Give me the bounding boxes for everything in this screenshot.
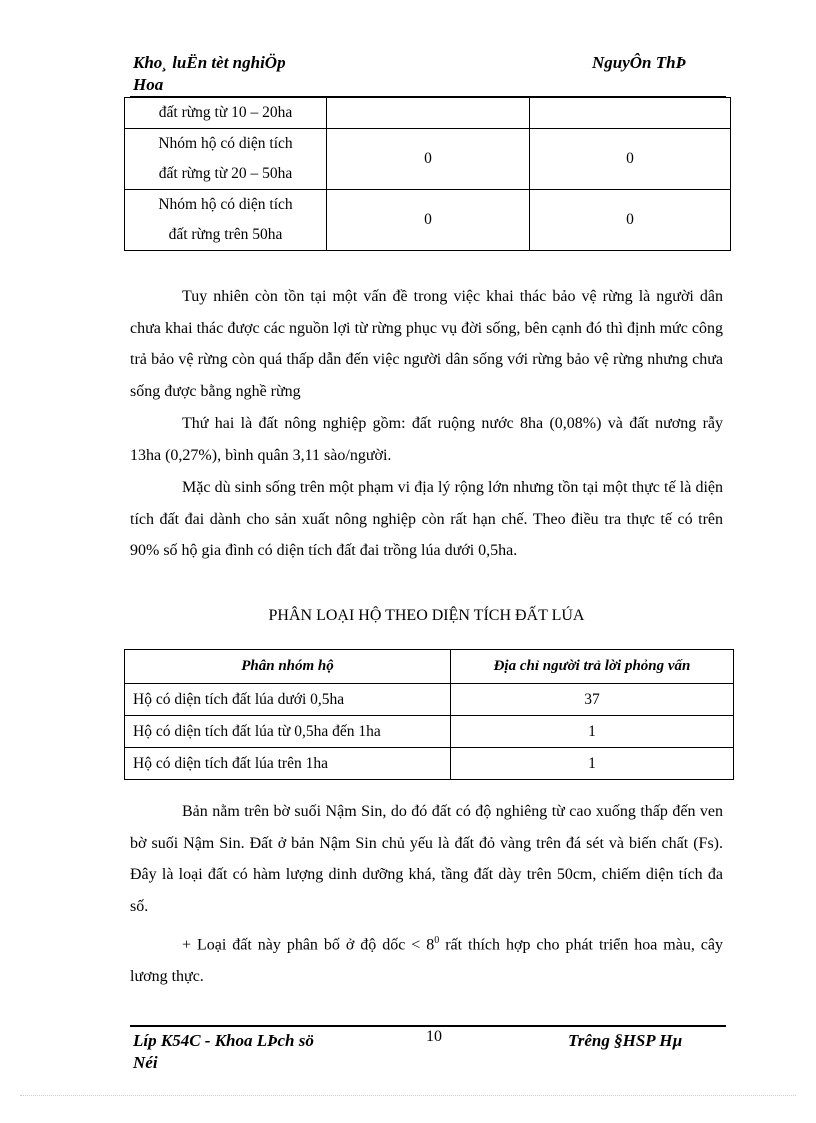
paragraph-5 (130, 925, 723, 992)
footer-rule (130, 1025, 726, 1027)
footer-left-line1: Líp K54C - Khoa LÞch sö (133, 1031, 314, 1050)
paragraph-5-text-a: + Loại đất này phân bố ở độ dốc < 8 (182, 936, 435, 954)
table-cell (327, 98, 530, 129)
header-right: NguyÔn ThÞ (592, 53, 686, 72)
degree-superscript: 0 (434, 935, 440, 946)
header-left (133, 52, 286, 96)
table-cell: 1 (451, 716, 734, 748)
table-cell: 1 (451, 748, 734, 780)
rice-land-table (124, 649, 734, 780)
paragraph-3: Mặc dù sinh sống trên một phạm vi địa lý rộng lớn nhưng tồn tại một thực tế là diện tích đất đai dành cho sản xuất nông nghiệp còn rất hạn chế. Theo điều tra thực tế có trên 90% số hộ gia đình có diện tích đất đai trồng lúa dưới 0,5ha. (130, 479, 723, 559)
table-cell: Hộ có diện tích đất lúa trên 1ha (125, 748, 451, 780)
footer-left-line2: Néi (133, 1053, 158, 1072)
footer-right: Trêng §HSP Hµ (568, 1031, 683, 1050)
table-cell: Hộ có diện tích đất lúa từ 0,5ha đến 1ha (125, 716, 451, 748)
table-cell: 37 (451, 684, 734, 716)
table-cell: Hộ có diện tích đất lúa dưới 0,5ha (125, 684, 451, 716)
table-cell: 0 (327, 129, 530, 190)
cell-line: Nhóm hộ có diện tích (158, 196, 293, 213)
table-row (125, 190, 731, 251)
table-row (125, 748, 734, 780)
paragraph-4: Bản nằm trên bờ suối Nậm Sin, do đó đất có độ nghiêng từ cao xuống thấp đến ven bờ suối Nậm Sin. Đất ở bản Nậm Sin chủ yếu là đất đỏ vàng trên đá sét và biến chất (Fs). Đây là loại đất có hàm lượng dinh dưỡng khá, tầng đất dày trên 50cm, chiếm diện tích đa số. (130, 803, 723, 915)
table-cell (125, 190, 327, 251)
table-row (125, 98, 731, 129)
footer-left (133, 1030, 314, 1074)
table-cell: 0 (327, 190, 530, 251)
table-caption: PHÂN LOẠI HỘ THEO DIỆN TÍCH ĐẤT LÚA (268, 607, 585, 624)
header-left-line2: Hoa (133, 75, 164, 94)
page-edge-dots (20, 1095, 796, 1096)
cell-line: đất rừng từ 20 – 50ha (158, 165, 293, 182)
cell-line: Nhóm hộ có diện tích (158, 135, 293, 152)
header-left-line1: Kho¸ luËn tèt nghiÖp (133, 53, 286, 72)
table-row (125, 716, 734, 748)
table-cell (530, 98, 731, 129)
page-number: 10 (426, 1028, 442, 1045)
forest-land-table (124, 97, 731, 251)
column-header: Địa chỉ người trả lời phỏng vấn (451, 650, 734, 684)
table-cell: 0 (530, 129, 731, 190)
paragraph-1: Tuy nhiên còn tồn tại một vấn đề trong việc khai thác bảo vệ rừng là người dân chưa khai thác được các nguồn lợi từ rừng phục vụ đời sống, bên cạnh đó thì định mức công trả bảo vệ rừng còn quá thấp dẫn đến việc người dân sống với rừng bảo vệ rừng nhưng chưa sống được bằng nghề rừng (130, 288, 723, 400)
table-cell (125, 129, 327, 190)
cell-line: đất rừng trên 50ha (168, 226, 283, 243)
paragraph-2: Thứ hai là đất nông nghiệp gồm: đất ruộng nước 8ha (0,08%) và đất nương rẫy 13ha (0,27%), bình quân 3,11 sào/người. (130, 415, 723, 464)
table-cell: đất rừng từ 10 – 20ha (125, 98, 327, 129)
table-row (125, 129, 731, 190)
table-cell: 0 (530, 190, 731, 251)
paragraph-5-text-b: rất thích hợp cho phát triển hoa màu, cây lương thực. (130, 936, 723, 985)
column-header: Phân nhóm hộ (125, 650, 451, 684)
table-row (125, 684, 734, 716)
table-header-row (125, 650, 734, 684)
